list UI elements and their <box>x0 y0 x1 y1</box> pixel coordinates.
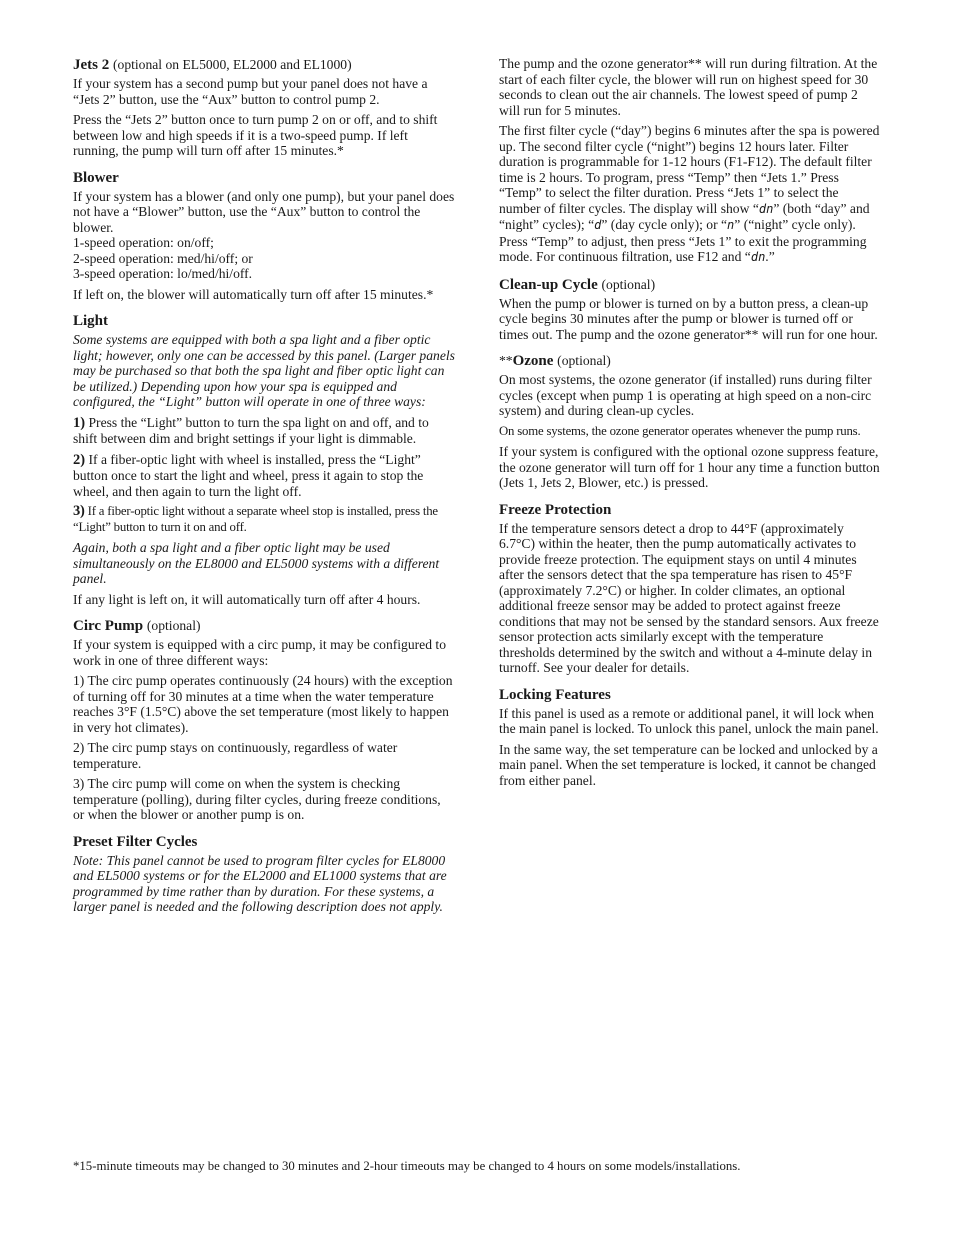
right-column <box>499 56 881 798</box>
light-section <box>73 312 455 607</box>
light-option-2-text: If a fiber-optic light with wheel is installed, press the “Light” button once to start the light and wheel, press it again to stop the wheel, and then again to turn the light off. <box>73 451 424 499</box>
blower-section <box>73 169 455 303</box>
display-code-d: d <box>594 218 602 232</box>
jets2-optional-note: (optional on EL5000, EL2000 and EL1000) <box>113 57 352 72</box>
locking-paragraph-1: If this panel is used as a remote or additional panel, it will lock when the main panel is locked. To unlock this panel, unlock the main panel. <box>499 705 879 736</box>
circ-pump-heading <box>73 617 455 635</box>
blower-speed-3: 3-speed operation: lo/med/hi/off. <box>73 266 253 281</box>
cleanup-title: Clean-up Cycle <box>499 276 598 293</box>
preset-filter-section <box>73 833 455 915</box>
light-option-1 <box>73 415 455 447</box>
display-code-dn: dn <box>758 201 774 216</box>
filter-cycle-section <box>499 56 881 266</box>
blower-speed-2: 2-speed operation: med/hi/off; or <box>73 250 253 266</box>
blower-speed-list <box>73 189 455 282</box>
filter-paragraph-1: The pump and the ozone generator** will run during filtration. At the start of each filter cycle, the blower will run on highest speed for 30 seconds to clean out the air channels. The lowest speed of pump 2 will run for 5 minutes. <box>499 56 878 118</box>
locking-paragraph-2: In the same way, the set temperature can be locked and unlocked by a main panel. When the set temperature is locked, it cannot be changed from either panel. <box>499 741 878 788</box>
jets2-heading <box>73 56 455 74</box>
freeze-protection-heading: Freeze Protection <box>499 501 612 518</box>
jets2-paragraph-2: Press the “Jets 2” button once to turn pump 2 on or off, and to shift between low and high speeds if it is a two-speed pump. If left running, the pump will turn off after 15 minutes.* <box>73 112 438 158</box>
ozone-paragraph-2: On some systems, the ozone generator operates whenever the pump runs. <box>499 423 861 438</box>
circ-pump-mode-1: 1) The circ pump operates continuously (24 hours) with the exception of turning off for 30 minutes at a time when the water temperature reaches 3°F (1.5°C) above the set temperature (most likely to happen in very hot climates). <box>73 673 453 735</box>
circ-pump-paragraph-1: If your system is equipped with a circ pump, it may be configured to work in one of three different ways: <box>73 637 446 668</box>
left-column <box>73 56 455 925</box>
light-option-3-number: 3) <box>73 503 85 519</box>
filter-text-a: The first filter cycle (“day”) begins 6 minutes after the spa is powered up. The second filter cycle (“night”) begins 12 hours later. Filter duration is programmable for 1-12 hours (F1-F12). The default filter time is 2 hours. To program, press “Temp” then “Jets 1.” Press “Temp” to select the filter duration. Press “Jets 1” to select the number of filter cycles. The display will show “ <box>499 123 880 216</box>
jets2-paragraph-1: If your system has a second pump but your panel does not have a “Jets 2” button, use the “Aux” button to control pump 2. <box>73 76 428 107</box>
filter-paragraph-2 <box>499 123 881 266</box>
circ-pump-section <box>73 617 455 823</box>
ozone-heading <box>499 352 881 370</box>
filter-text-e: .” <box>765 249 775 264</box>
light-option-1-number: 1) <box>73 414 86 431</box>
blower-heading: Blower <box>73 169 119 186</box>
ozone-footnote-marker: ** <box>499 353 513 368</box>
cleanup-optional-note: (optional) <box>601 276 656 292</box>
locking-heading: Locking Features <box>499 686 611 703</box>
ozone-section <box>499 352 881 491</box>
display-code-n: n <box>727 218 735 232</box>
blower-paragraph-1: If your system has a blower (and only one pump), but your panel does not have a “Blower” button, use the “Aux” button to control the blower. <box>73 188 455 235</box>
page-footnote: *15-minute timeouts may be changed to 30 minutes and 2-hour timeouts may be changed to 4 hours on some models/installations. <box>73 1159 741 1173</box>
light-timeout: If any light is left on, it will automatically turn off after 4 hours. <box>73 591 421 607</box>
blower-speed-1: 1-speed operation: on/off; <box>73 235 214 250</box>
preset-filter-heading: Preset Filter Cycles <box>73 833 198 850</box>
light-intro: Some systems are equipped with both a spa light and a fiber optic light; however, only one can be accessed by this panel. (Larger panels may be purchased so that both the spa light and fiber optic light can be utilized.) Depending upon how your spa is equipped and configured, the “Light” button will operate in one of three ways: <box>73 332 455 409</box>
circ-pump-optional-note: (optional) <box>146 618 201 633</box>
light-option-2 <box>73 452 455 500</box>
circ-pump-mode-3: 3) The circ pump will come on when the system is checking temperature (polling), during filter cycles, during freeze conditions, or when the blower or another pump is on. <box>73 776 441 822</box>
cleanup-heading <box>499 276 881 294</box>
light-note: Again, both a spa light and a fiber optic light may be used simultaneously on the EL8000 and EL5000 systems with a different panel. <box>73 540 440 586</box>
filter-text-c: ” (day cycle only); or “ <box>601 217 728 232</box>
blower-paragraph-2: If left on, the blower will automatically turn off after 15 minutes.* <box>73 286 434 302</box>
jets2-title: Jets 2 <box>73 57 110 73</box>
light-option-2-number: 2) <box>73 451 86 468</box>
display-code-dn-2: dn <box>750 250 766 264</box>
light-heading: Light <box>73 313 109 329</box>
cleanup-section <box>499 276 881 343</box>
light-option-1-text: Press the “Light” button to turn the spa light on and off, and to shift between dim and bright settings if your light is dimmable. <box>73 414 429 446</box>
freeze-protection-paragraph: If the temperature sensors detect a drop to 44°F (approximately 6.7°C) within the heater, then the pump automatically activates to provide freeze protection. The equipment stays on until 4 minutes after the sensors detect that the spa temperature has risen to 45°F (approximately 7.2°C) or higher. In colder climates, an optional additional freeze sensor may be added to protect against freeze conditions that may not be sensed by the standard sensors. Aux freeze sensor protection acts similarly except with the temperature thresholds determined by the switch and without a 4-minute delay in turnoff. See your dealer for details. <box>499 520 879 675</box>
ozone-optional-note: (optional) <box>557 353 611 368</box>
jets2-section <box>73 56 455 159</box>
light-option-3 <box>73 504 455 535</box>
freeze-protection-section <box>499 501 881 676</box>
locking-section <box>499 686 881 789</box>
light-option-3-text: If a fiber-optic light without a separate wheel stop is installed, press the “Light” button to turn it on and off. <box>73 504 438 534</box>
filter-text-b: ” (both “day” and “night” cycles); “ <box>499 200 870 232</box>
circ-pump-title: Circ Pump <box>73 618 144 634</box>
ozone-title: Ozone <box>512 353 554 369</box>
preset-filter-note: Note: This panel cannot be used to program filter cycles for EL8000 and EL5000 systems or for the EL2000 and EL1000 systems that are programmed by time rather than by duration. For these systems, a larger panel is needed and the following description does not apply. <box>73 852 447 914</box>
ozone-paragraph-1: On most systems, the ozone generator (if installed) runs during filter cycles (except when pump 1 is operating at high speed on a non-circ system) and during clean-up cycles. <box>499 372 872 418</box>
cleanup-paragraph: When the pump or blower is turned on by a button press, a clean-up cycle begins 30 minutes after the pump or blower is turned off or times out. The pump and the ozone generator** will run for one hour. <box>499 295 878 342</box>
ozone-paragraph-3: If your system is configured with the optional ozone suppress feature, the ozone generator will turn off for 1 hour any time a function button (Jets 1, Jets 2, Blower, etc.) is pressed. <box>499 444 880 490</box>
circ-pump-mode-2: 2) The circ pump stays on continuously, regardless of water temperature. <box>73 740 398 771</box>
filter-text-d: ” (“night” cycle only). Press “Temp” to adjust, then press “Jets 1” to exit the programming mode. For continuous filtration, use F12 and “ <box>499 217 867 264</box>
